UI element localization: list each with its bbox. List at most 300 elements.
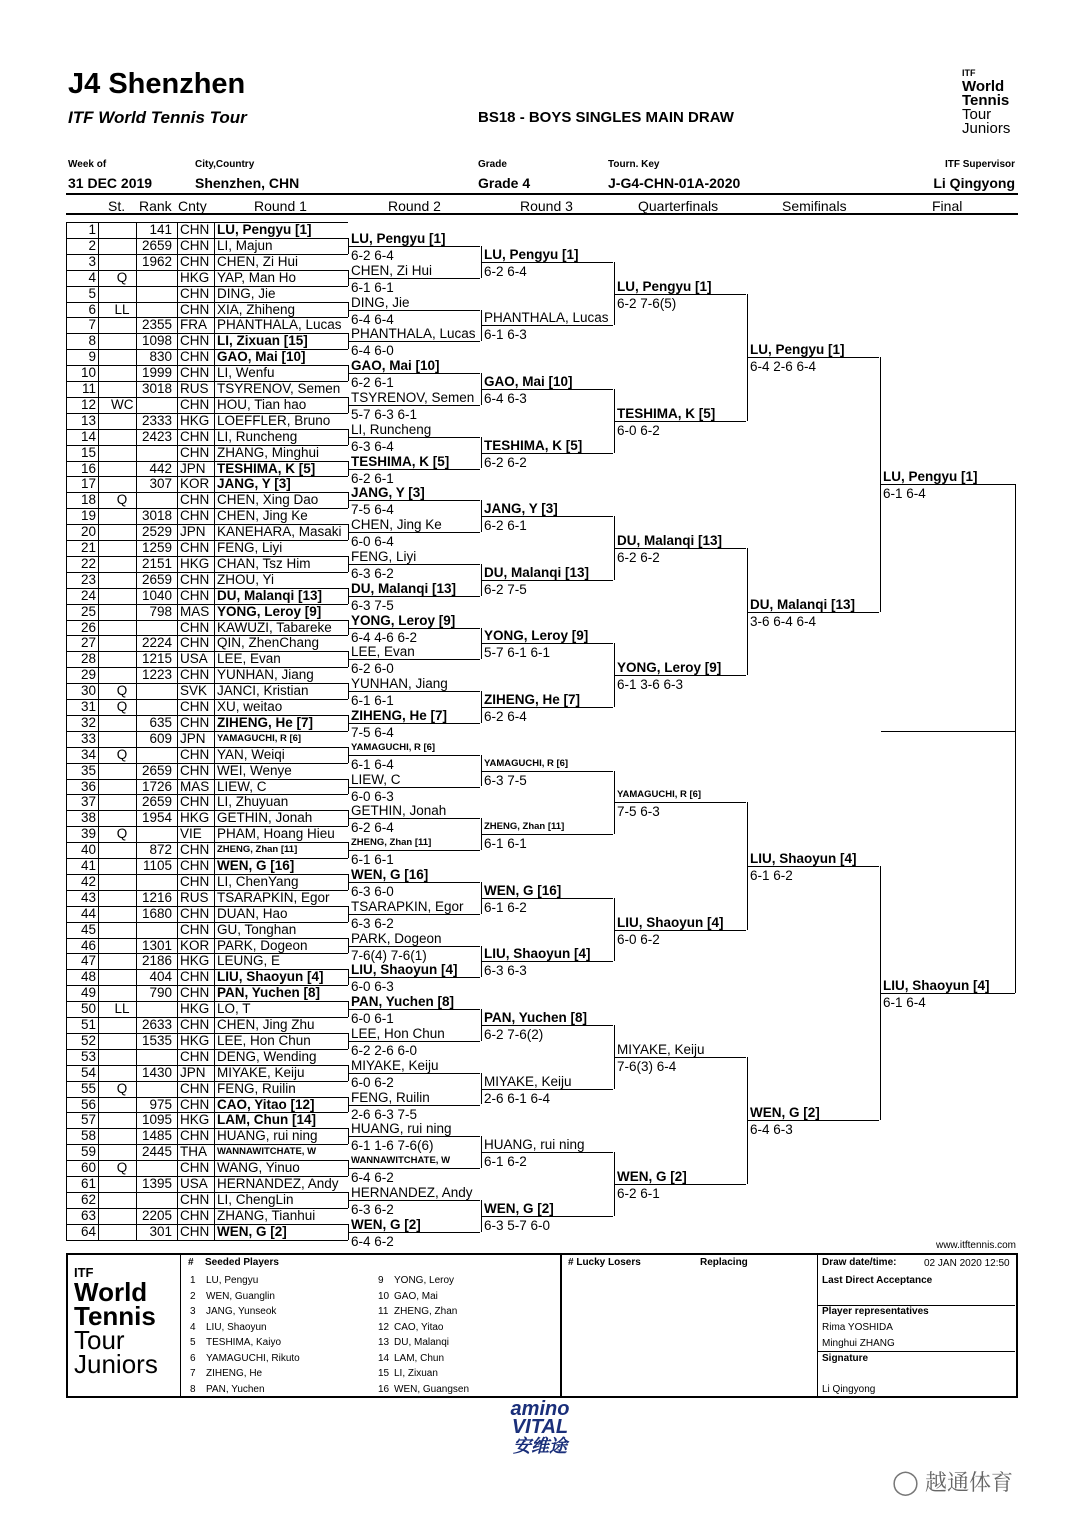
bracket-connector (348, 810, 349, 826)
bracket-line (748, 1120, 879, 1121)
winner-name: ZHENG, Zhan [11] (351, 837, 432, 849)
player-country: CHN (180, 762, 210, 778)
player-name: GETHIN, Jonah (217, 810, 313, 826)
reps-label: Player representatives (822, 1306, 929, 1317)
match-score: 6-2 6-0 (351, 661, 394, 677)
player-country: CHN (180, 1128, 210, 1144)
header-rule (66, 193, 1018, 195)
draw-number: 42 (80, 873, 96, 889)
player-name: LEE, Evan (217, 651, 281, 667)
meta-value: 31 DEC 2019 (68, 175, 153, 191)
player-rank: 1216 (141, 889, 172, 905)
winner-name: WEN, G [2] (484, 1200, 554, 1216)
player-country: CHN (180, 746, 210, 762)
tournament-title: J4 Shenzhen (68, 68, 246, 100)
player-rank: 1259 (141, 540, 172, 555)
player-country: CHN (180, 985, 210, 1001)
player-country: CHN (180, 794, 210, 810)
bracket-line (349, 1232, 480, 1233)
bracket-line (349, 914, 480, 915)
winner-name: LU, Pengyu [1] (351, 230, 446, 246)
bracket-line (881, 731, 1015, 732)
player-country: CHN (180, 571, 210, 587)
draw-number: 50 (80, 1001, 96, 1017)
bracket-line (881, 993, 1015, 994)
winner-name: LIU, Shaoyun [4] (883, 978, 990, 994)
bracket-line (482, 453, 613, 454)
winner-name: TSARAPKIN, Egor (351, 898, 464, 914)
meta-label: Grade (478, 159, 507, 170)
bracket-line (615, 1184, 746, 1185)
bracket-line (349, 850, 480, 851)
player-name: CHEN, Xing Dao (217, 492, 319, 508)
player-rank: 3018 (141, 508, 172, 524)
draw-number: 29 (80, 667, 96, 683)
winner-name: PHANTHALA, Lucas (484, 310, 609, 326)
bracket-line (349, 405, 480, 406)
bracket-line (349, 1200, 480, 1201)
winner-name: LU, Pengyu [1] (484, 246, 579, 262)
player-country: CHN (180, 540, 210, 555)
column-header-quarterfinals: Quarterfinals (638, 198, 719, 214)
winner-name: MIYAKE, Keiju (484, 1073, 572, 1089)
winner-name: FENG, Liyi (351, 548, 417, 564)
draw-number: 28 (80, 651, 96, 667)
player-country: CHN (180, 237, 210, 253)
player-name: JANCI, Kristian (217, 683, 309, 699)
bracket-connector (614, 262, 615, 326)
player-name: GU, Tonghan (217, 921, 297, 937)
match-score: 6-2 2-6 6-0 (351, 1042, 418, 1058)
player-name: XU, weitao (217, 699, 283, 714)
player-name: LEUNG, E (217, 953, 281, 969)
match-score: 6-4 6-2 (351, 1170, 394, 1186)
player-name: PAN, Yuchen [8] (217, 985, 321, 1001)
signature-value: Li Qingyong (822, 1384, 876, 1395)
bracket-connector (747, 802, 748, 929)
bracket-connector (348, 969, 349, 985)
winner-name: WEN, G [2] (351, 1216, 421, 1232)
seed-player: DU, Malanqi (394, 1337, 450, 1348)
player-country: CHN (180, 492, 210, 508)
winner-name: GAO, Mai [10] (351, 358, 440, 374)
player-rank: 307 (149, 476, 172, 492)
bracket-line (349, 755, 480, 756)
draw-number: 64 (80, 1223, 96, 1239)
winner-name: WANNAWITCHATE, W (351, 1155, 451, 1167)
bracket-line (349, 373, 480, 374)
player-country: HKG (180, 1032, 210, 1048)
player-name: DUAN, Hao (217, 905, 288, 921)
bracket-connector (481, 882, 482, 914)
seed-player: YONG, Leroy (394, 1275, 455, 1286)
bracket-connector (481, 946, 482, 978)
match-score: 6-3 6-2 (351, 915, 394, 931)
player-rank: 1215 (141, 651, 172, 667)
seed-number: 8 (190, 1383, 196, 1395)
match-score: 6-3 6-0 (351, 883, 394, 899)
website: www.itftennis.com (935, 1240, 1016, 1251)
draw-number: 4 (88, 269, 96, 285)
player-name: CAO, Yitao [12] (217, 1096, 315, 1112)
player-country: CHN (180, 969, 210, 985)
bracket-connector (348, 1001, 349, 1017)
match-score: 6-1 6-1 (351, 279, 394, 295)
match-score: 6-1 6-4 (883, 995, 926, 1011)
player-country: JPN (180, 1064, 206, 1080)
draw-number: 52 (80, 1032, 96, 1048)
seed-number: 15 (378, 1368, 390, 1379)
bracket-connector (481, 564, 482, 596)
player-name: CHAN, Tsz Him (217, 555, 311, 571)
player-name: LAM, Chun [14] (217, 1112, 316, 1128)
draw-number: 54 (80, 1064, 96, 1080)
winner-name: PARK, Dogeon (351, 930, 442, 946)
entry-status: Q (116, 683, 128, 699)
match-score: 2-6 6-3 7-5 (351, 1106, 418, 1122)
draw-number: 9 (88, 349, 96, 365)
winner-name: LU, Pengyu [1] (750, 342, 845, 358)
bracket-connector (614, 643, 615, 707)
player-name: LEE, Hon Chun (217, 1032, 311, 1048)
meta-label: ITF Supervisor (944, 159, 1015, 170)
match-score: 6-0 6-1 (351, 1011, 394, 1027)
match-score: 6-3 6-2 (351, 565, 394, 581)
draw-number: 1 (88, 222, 96, 237)
bracket-connector (614, 1152, 615, 1216)
player-rank: 1430 (141, 1064, 172, 1080)
draw-number: 57 (80, 1112, 96, 1128)
bracket-connector (348, 1128, 349, 1144)
player-name: CHEN, Jing Ke (217, 508, 308, 524)
bracket-line (748, 612, 879, 613)
player-country: MAS (180, 778, 210, 794)
match-score: 6-0 6-2 (617, 422, 660, 438)
bracket-line (349, 469, 480, 470)
player-rank: 2659 (141, 794, 172, 810)
seed-player: LI, Zixuan (394, 1368, 438, 1379)
match-score: 6-4 6-4 (351, 311, 394, 327)
seed-number: 10 (378, 1290, 390, 1302)
player-country: HKG (180, 1001, 210, 1017)
entry-status: Q (116, 1080, 128, 1096)
player-rank: 2333 (141, 412, 172, 428)
bracket-line (615, 421, 746, 422)
player-country: FRA (180, 317, 207, 333)
winner-name: WEN, G [16] (351, 866, 429, 882)
match-score: 6-3 7-5 (484, 772, 527, 788)
seed-number: 11 (378, 1306, 389, 1317)
draw-number: 56 (80, 1096, 96, 1112)
bracket-connector (481, 755, 482, 787)
player-country: CHN (180, 349, 210, 365)
match-score: 6-1 3-6 6-3 (617, 677, 684, 693)
winner-name: CHEN, Jing Ke (351, 517, 442, 533)
column-header-st: St. (108, 198, 126, 214)
column-header-round1: Round 1 (254, 198, 307, 214)
table-row-rule (66, 1065, 348, 1066)
column-header-final: Final (932, 198, 963, 214)
draw-number: 12 (80, 396, 96, 412)
bracket-connector (348, 397, 349, 413)
bracket-connector (348, 492, 349, 508)
bracket-connector (348, 1160, 349, 1176)
seed-number: 5 (190, 1337, 196, 1348)
match-score: 6-2 6-2 (617, 550, 660, 565)
player-name: DING, Jie (217, 285, 276, 301)
player-country: CHN (180, 842, 210, 858)
match-score: 6-2 7-6(5) (617, 295, 677, 311)
match-score: 6-1 6-2 (750, 868, 793, 883)
entry-status: WC (111, 396, 134, 412)
player-name: QIN, ZhenChang (217, 635, 320, 651)
seed-number: 1 (190, 1275, 196, 1286)
draw-number: 37 (80, 794, 96, 810)
player-name: HERNANDEZ, Andy (217, 1176, 339, 1191)
player-name: LIEW, C (217, 778, 267, 794)
header-rule (66, 213, 1018, 215)
bracket-connector (348, 524, 349, 540)
lucky-losers-title: # Lucky Losers (568, 1257, 641, 1268)
winner-name: WEN, G [16] (484, 882, 562, 898)
match-score: 6-0 6-3 (351, 979, 394, 995)
match-score: 6-3 6-2 (351, 1201, 394, 1217)
draw-date-value: 02 JAN 2020 12:50 (924, 1258, 1010, 1269)
bracket-connector (614, 898, 615, 962)
match-score: 6-4 6-3 (484, 391, 527, 406)
bracket-line (482, 834, 613, 835)
winner-name: HUANG, rui ning (351, 1121, 452, 1137)
table-row-rule (66, 1240, 348, 1241)
bracket-connector (348, 302, 349, 318)
player-name: PHANTHALA, Lucas (217, 317, 342, 333)
player-name: MIYAKE, Keiju (217, 1064, 305, 1080)
bracket-line (349, 500, 480, 501)
match-score: 6-2 6-1 (351, 375, 394, 391)
player-name: ZIHENG, He [7] (217, 714, 314, 730)
meta-value: J-G4-CHN-01A-2020 (608, 175, 741, 191)
bracket-line (349, 278, 480, 279)
bracket-connector (481, 246, 482, 278)
winner-name: PAN, Yuchen [8] (351, 994, 455, 1010)
draw-number: 45 (80, 921, 96, 937)
player-country: CHN (180, 222, 210, 237)
match-score: 6-4 4-6 6-2 (351, 629, 418, 645)
winner-name: LIEW, C (351, 771, 401, 787)
winner-name: LIU, Shaoyun [4] (750, 851, 857, 866)
draw-number: 3 (88, 253, 96, 269)
player-rank: 141 (149, 222, 172, 237)
match-score: 7-6(3) 6-4 (617, 1058, 677, 1074)
seed-player: PAN, Yuchen (206, 1383, 265, 1395)
bracket-connector (481, 628, 482, 660)
winner-name: YONG, Leroy [9] (484, 628, 589, 644)
draw-number: 38 (80, 810, 96, 826)
player-country: CHN (180, 1017, 210, 1032)
draw-number: 47 (80, 953, 96, 969)
player-country: CHN (180, 1048, 210, 1064)
player-name: JANG, Y [3] (217, 476, 291, 492)
player-rank: 2186 (141, 953, 172, 969)
draw-number: 19 (80, 508, 96, 524)
match-score: 6-2 6-1 (617, 1186, 660, 1201)
entry-status: Q (116, 746, 128, 762)
table-column-rule (214, 222, 215, 1240)
draw-number: 24 (80, 587, 96, 603)
player-name: HOU, Tian hao (217, 396, 307, 412)
draw-number: 33 (80, 730, 96, 746)
bracket-line (482, 898, 613, 899)
winner-name: FENG, Ruilin (351, 1089, 430, 1105)
player-name: KANEHARA, Masaki (217, 524, 342, 540)
last-direct-label: Last Direct Acceptance (822, 1275, 933, 1286)
table-column-rule (136, 222, 137, 1240)
bracket-line (349, 691, 480, 692)
player-rank: 1726 (141, 778, 172, 794)
player-name: LI, Wenfu (217, 365, 275, 381)
draw-number: 51 (80, 1017, 96, 1032)
player-name: KAWUZI, Tabareke (217, 619, 332, 635)
winner-name: HUANG, rui ning (484, 1137, 585, 1153)
column-header-round2: Round 2 (388, 198, 441, 214)
bracket-line (482, 325, 613, 326)
match-score: 6-1 1-6 7-6(6) (351, 1138, 434, 1154)
match-score: 6-2 7-5 (484, 581, 527, 597)
player-country: CHN (180, 508, 210, 524)
bracket-connector (747, 548, 748, 675)
player-name: TSYRENOV, Semen (217, 381, 341, 396)
draw-number: 20 (80, 524, 96, 540)
player-rank: 2529 (141, 524, 172, 540)
winner-name: DU, Malanqi [13] (351, 580, 457, 596)
match-score: 7-5 6-4 (351, 724, 394, 740)
bracket-connector (481, 500, 482, 532)
bracket-connector (481, 310, 482, 342)
winner-name: DU, Malanqi [13] (484, 564, 590, 580)
draw-number: 22 (80, 555, 96, 571)
entry-status: Q (116, 492, 128, 508)
bracket-connector (348, 588, 349, 604)
player-rank: 1999 (141, 365, 172, 381)
seed-number: 7 (190, 1368, 196, 1379)
bracket-line (349, 1009, 480, 1010)
sponsor-logo: amino VITAL 安维途 (510, 1398, 570, 1456)
match-score: 6-2 7-6(2) (484, 1027, 544, 1042)
draw-number: 48 (80, 969, 96, 985)
bracket-connector (348, 747, 349, 763)
player-country: RUS (180, 381, 209, 396)
player-rank: 1535 (141, 1032, 172, 1048)
itf-footer-logo: ITF World Tennis Tour Juniors (74, 1265, 158, 1379)
winner-name: LIU, Shaoyun [4] (617, 914, 724, 930)
player-name: YAMAGUCHI, R [6] (217, 732, 302, 744)
seed-player: WEN, Guanglin (206, 1290, 275, 1302)
player-rank: 790 (149, 985, 172, 1001)
bracket-connector (747, 294, 748, 421)
player-rank: 609 (149, 730, 172, 746)
table-column-rule (98, 222, 99, 1240)
match-score: 5-7 6-1 6-1 (484, 645, 551, 661)
winner-name: MIYAKE, Keiju (617, 1041, 705, 1057)
bracket-connector (481, 1009, 482, 1041)
match-score: 6-1 6-1 (351, 852, 394, 868)
match-score: 6-2 6-1 (484, 518, 527, 534)
player-rank: 798 (149, 603, 172, 619)
seed-number: 12 (378, 1321, 390, 1333)
draw-number: 40 (80, 842, 96, 858)
player-country: JPN (180, 524, 206, 540)
player-name: YAN, Weiqi (217, 746, 285, 762)
player-country: THA (180, 1144, 207, 1160)
bracket-connector (348, 333, 349, 349)
bracket-connector (1015, 484, 1016, 993)
player-country: CHN (180, 905, 210, 921)
bracket-connector (481, 437, 482, 469)
bracket-line (482, 262, 613, 263)
player-rank: 2151 (141, 555, 172, 571)
winner-name: LEE, Hon Chun (351, 1025, 445, 1041)
draw-number: 7 (88, 317, 96, 333)
winner-name: TESHIMA, K [5] (351, 453, 450, 469)
bracket-connector (348, 938, 349, 954)
player-country: CHN (180, 365, 210, 381)
player-country: CHN (180, 587, 210, 603)
player-rank: 1485 (141, 1128, 172, 1144)
winner-name: LU, Pengyu [1] (617, 278, 712, 294)
player-country: HKG (180, 1112, 210, 1128)
draw-number: 41 (80, 858, 96, 873)
player-country: KOR (180, 476, 210, 492)
match-score: 6-4 6-0 (351, 343, 394, 359)
entry-status: Q (116, 699, 128, 714)
bracket-line (349, 564, 480, 565)
bracket-connector (481, 1073, 482, 1105)
bracket-connector (348, 1224, 349, 1240)
match-score: 6-3 6-3 (484, 963, 527, 979)
winner-name: DU, Malanqi [13] (750, 596, 856, 612)
match-score: 6-1 6-3 (484, 327, 527, 343)
player-country: CHN (180, 667, 210, 683)
bracket-line (615, 548, 746, 549)
winner-name: WEN, G [2] (617, 1169, 687, 1184)
match-score: 6-0 6-3 (351, 788, 394, 804)
winner-name: TESHIMA, K [5] (617, 405, 716, 421)
draw-number: 31 (80, 699, 96, 714)
draw-number: 16 (80, 460, 96, 476)
draw-number: 62 (80, 1191, 96, 1207)
bracket-line (748, 866, 879, 867)
bracket-line (482, 643, 613, 644)
bracket-connector (348, 683, 349, 699)
player-name: ZHENG, Zhan [11] (217, 844, 298, 856)
bracket-connector (614, 516, 615, 580)
player-name: LU, Pengyu [1] (217, 222, 312, 237)
match-score: 6-1 6-2 (484, 1154, 527, 1170)
winner-name: YAMAGUCHI, R [6] (617, 789, 702, 801)
player-country: CHN (180, 1207, 210, 1223)
draw-number: 49 (80, 985, 96, 1001)
player-name: FENG, Ruilin (217, 1080, 296, 1096)
player-rank: 1040 (141, 587, 172, 603)
entry-status: LL (114, 1001, 130, 1017)
table-column-rule (177, 222, 178, 1240)
player-country: CHN (180, 253, 210, 269)
bracket-connector (481, 1136, 482, 1168)
player-country: CHN (180, 1191, 210, 1207)
draw-number: 59 (80, 1144, 96, 1160)
draw-number: 13 (80, 412, 96, 428)
match-score: 7-5 6-4 (351, 502, 394, 518)
